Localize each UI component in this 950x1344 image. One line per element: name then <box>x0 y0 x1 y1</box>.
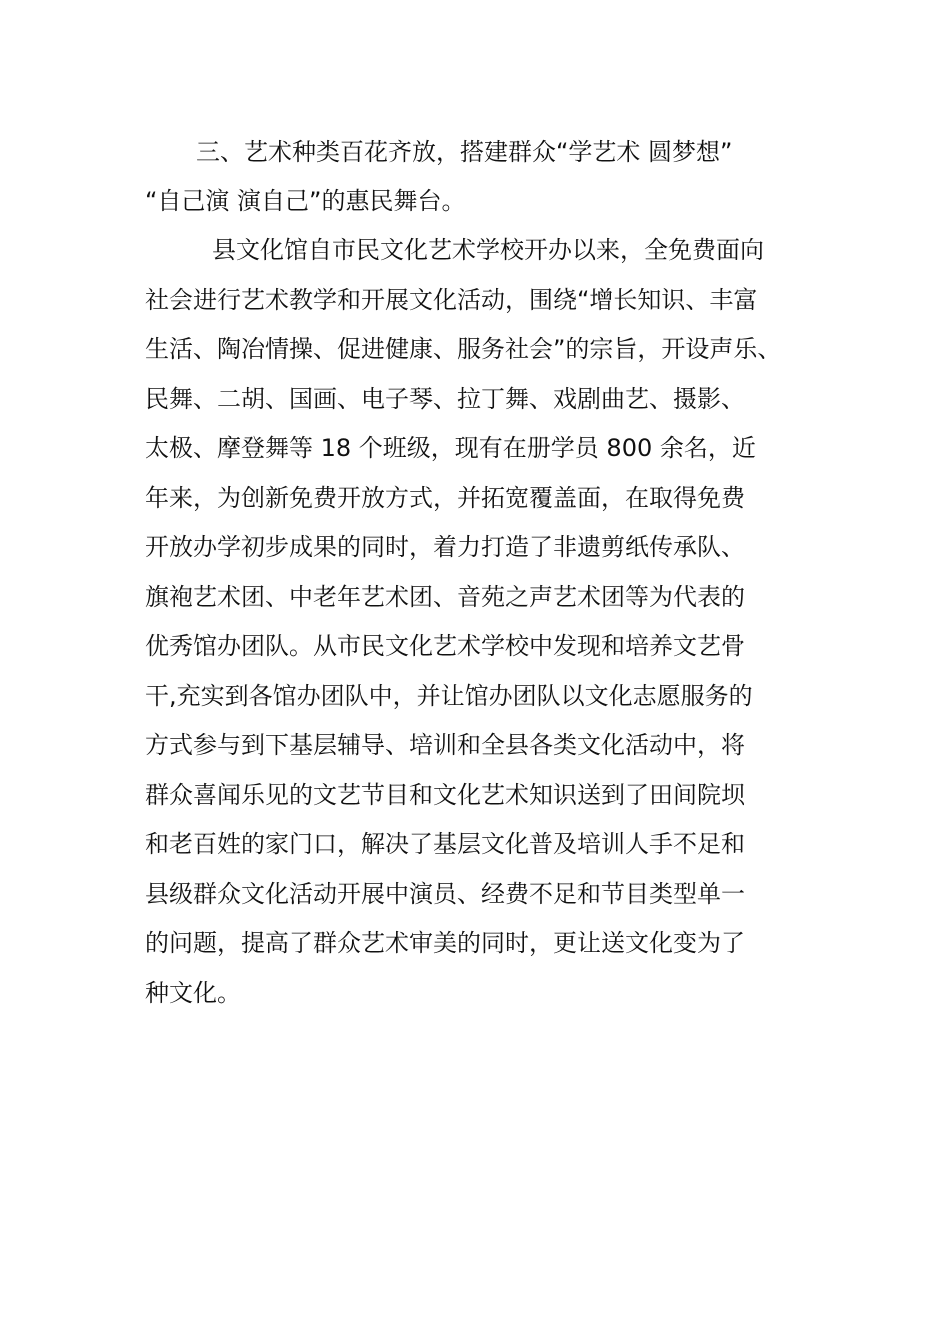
heading-line: “自己演 演自己”的惠民舞台。 <box>145 187 466 215</box>
heading-line: 三、艺术种类百花齐放，搭建群众“学艺术 圆梦想” <box>196 138 733 166</box>
paragraph-line: 年来，为创新免费开放方式，并拓宽覆盖面，在取得免费 <box>145 484 745 512</box>
paragraph-line: 方式参与到下基层辅导、培训和全县各类文化活动中，将 <box>145 731 745 759</box>
paragraph-line: 开放办学初步成果的同时，着力打造了非遗剪纸传承队、 <box>145 533 745 561</box>
paragraph-line: 社会进行艺术教学和开展文化活动，围绕“增长知识、丰富 <box>145 286 758 314</box>
paragraph-line: 优秀馆办团队。从市民文化艺术学校中发现和培养文艺骨 <box>145 632 745 660</box>
paragraph-line: 干,充实到各馆办团队中，并让馆办团队以文化志愿服务的 <box>145 682 753 710</box>
paragraph-line: 县级群众文化活动开展中演员、经费不足和节目类型单一 <box>145 880 745 908</box>
paragraph-line: 的问题，提高了群众艺术审美的同时，更让送文化变为了 <box>145 929 745 957</box>
paragraph-line: 旗袍艺术团、中老年艺术团、音苑之声艺术团等为代表的 <box>145 583 745 611</box>
paragraph-line: 种文化。 <box>145 979 241 1007</box>
paragraph-line: 和老百姓的家门口，解决了基层文化普及培训人手不足和 <box>145 830 745 858</box>
paragraph-line: 群众喜闻乐见的文艺节目和文化艺术知识送到了田间院坝 <box>145 781 745 809</box>
paragraph-line: 县文化馆自市民文化艺术学校开办以来，全免费面向 <box>212 236 764 264</box>
paragraph-line: 生活、陶冶情操、促进健康、服务社会”的宗旨，开设声乐、 <box>145 335 782 363</box>
paragraph-line: 民舞、二胡、国画、电子琴、拉丁舞、戏剧曲艺、摄影、 <box>145 385 745 413</box>
paragraph-line: 太极、摩登舞等 18 个班级，现有在册学员 800 余名，近 <box>145 434 756 462</box>
